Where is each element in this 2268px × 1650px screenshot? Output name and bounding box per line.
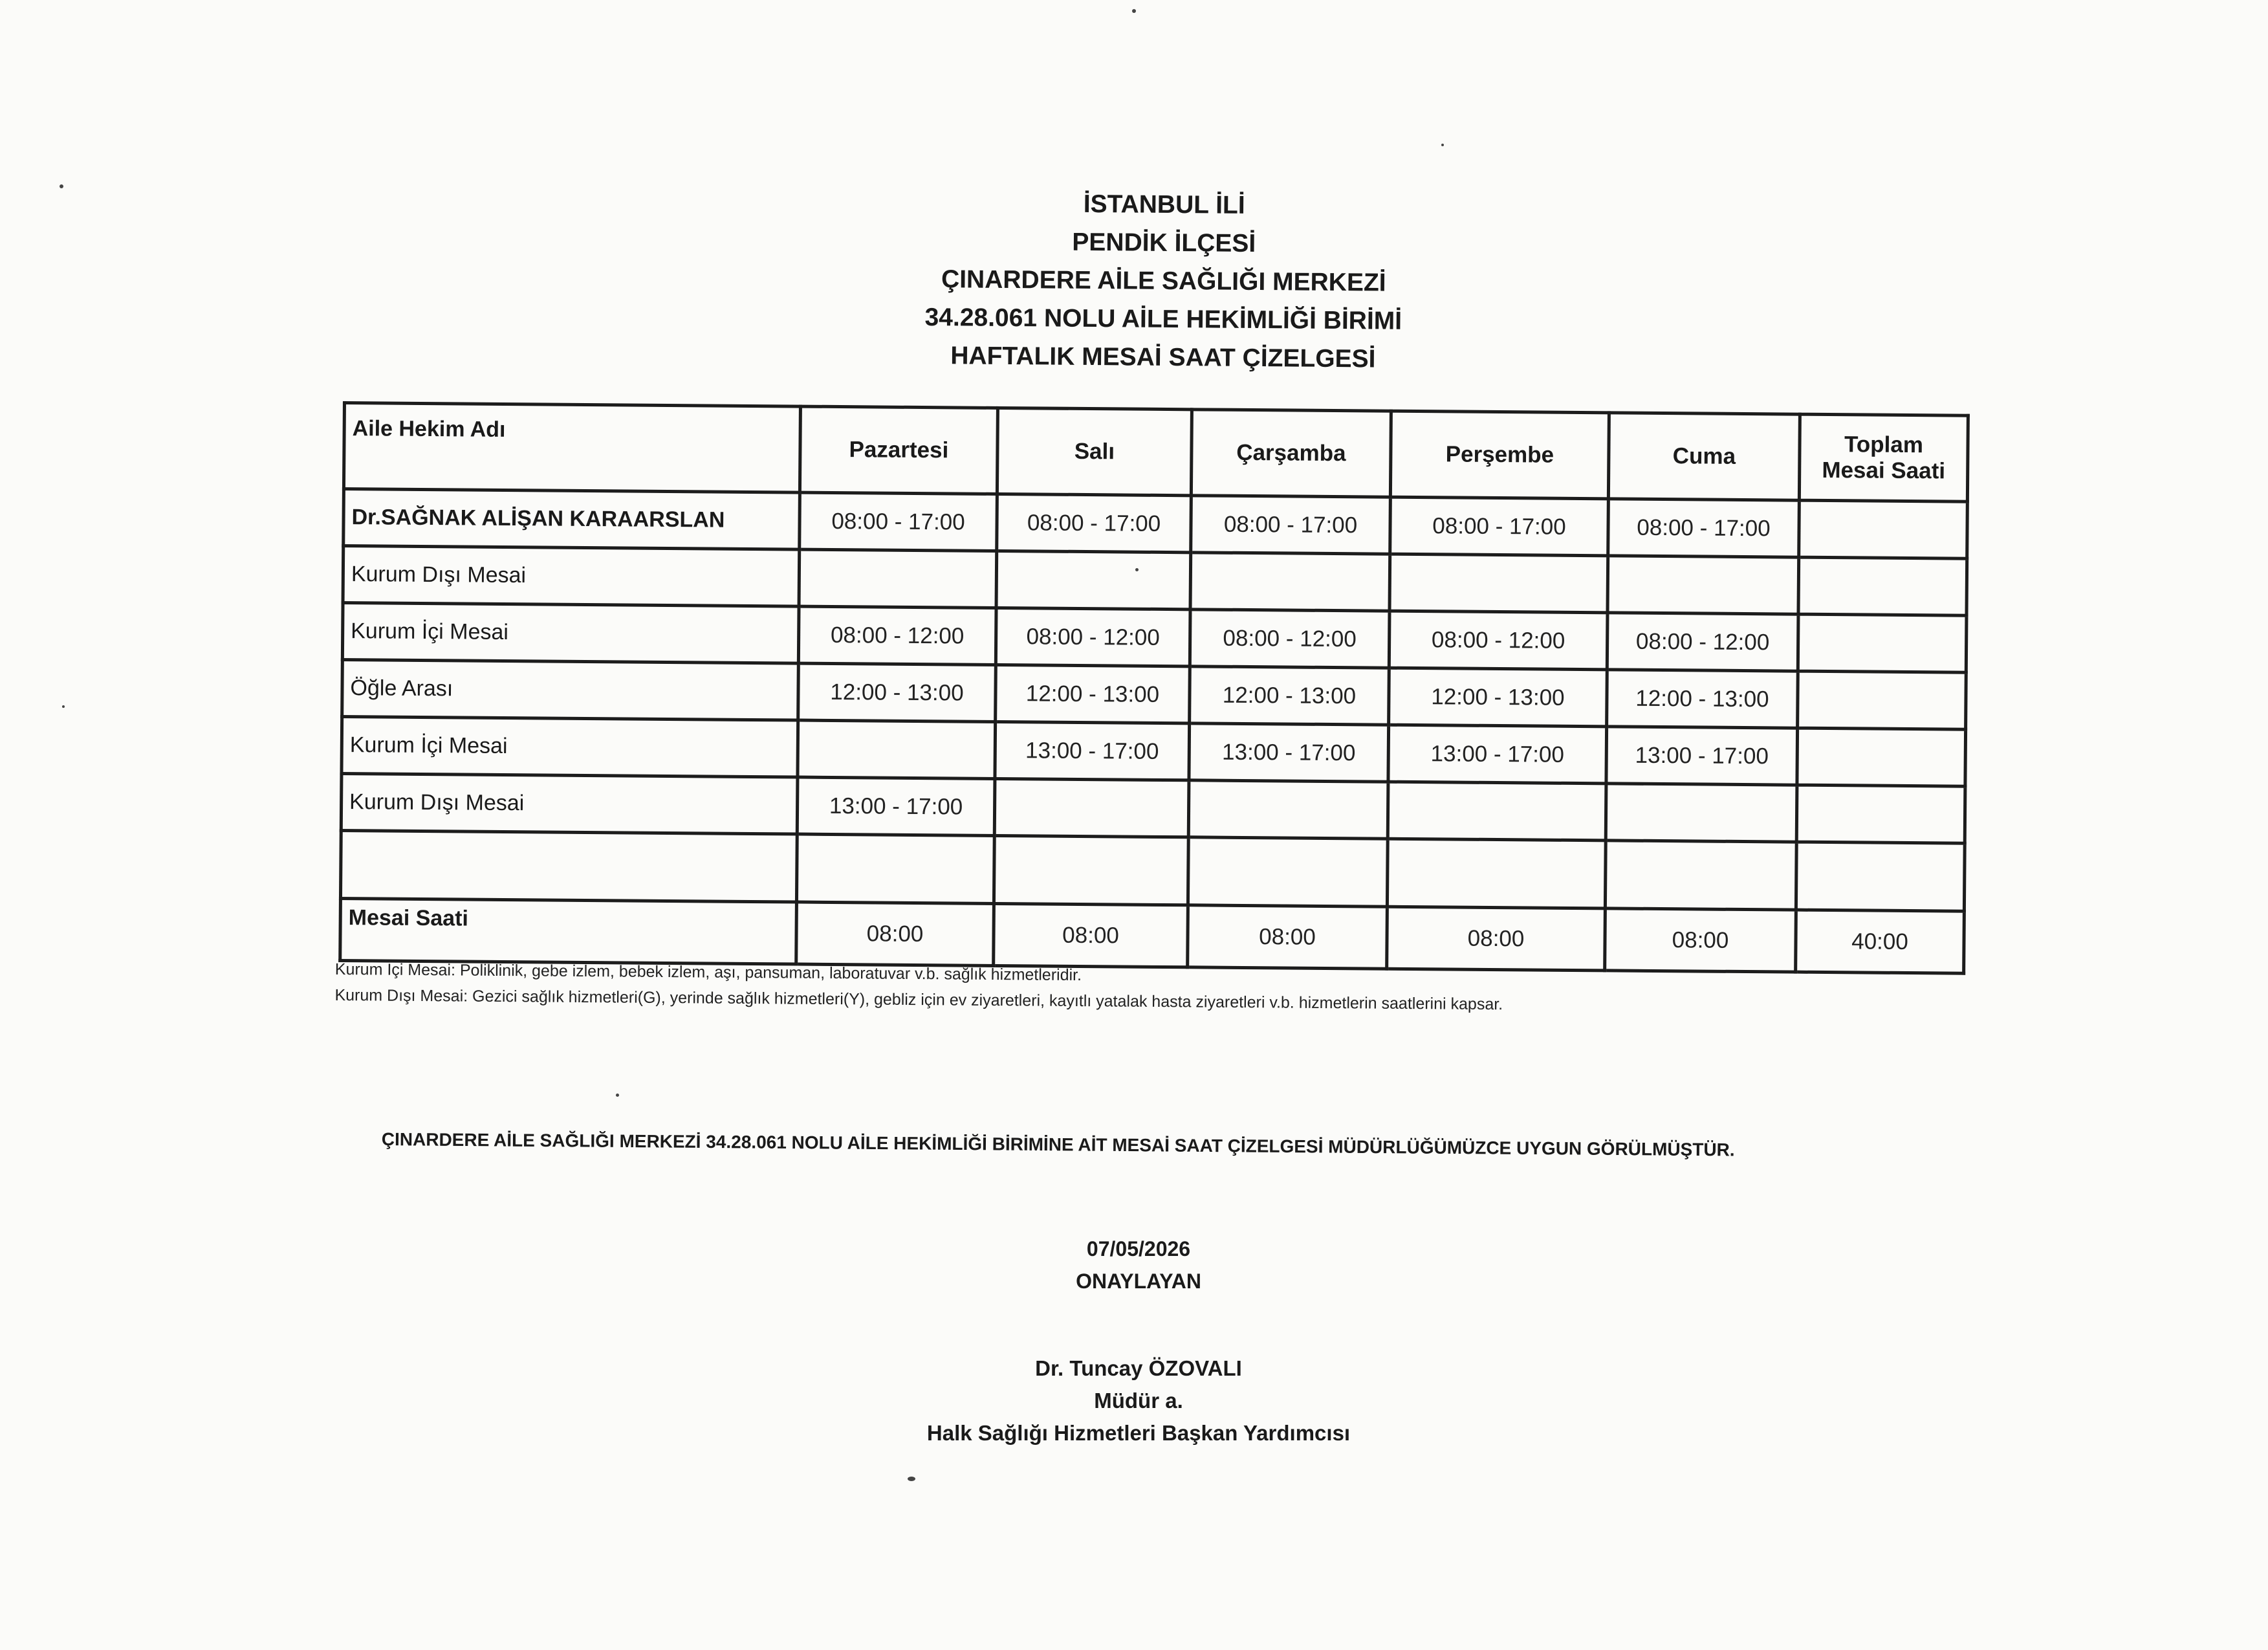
- day-header-tuesday: Salı: [997, 408, 1192, 495]
- total-header-line2: Mesai Saati: [1822, 457, 1946, 484]
- row-label: Kurum İçi Mesai: [342, 603, 799, 664]
- cell-total: [1798, 614, 1967, 672]
- cell-value: [1188, 780, 1388, 839]
- row-label: Kurum İçi Mesai: [342, 717, 798, 778]
- day-header-monday: Pazartesi: [800, 406, 998, 494]
- signatory-block: [880, 1352, 1397, 1449]
- summary-value-thursday: 08:00: [1387, 907, 1606, 971]
- cell-value: 08:00 - 12:00: [996, 608, 1190, 666]
- cell-value: 08:00 - 17:00: [800, 492, 998, 551]
- cell-value: [798, 720, 996, 778]
- row-label: Kurum Dışı Mesai: [341, 774, 798, 835]
- cell-value: 12:00 - 13:00: [1389, 668, 1608, 727]
- cell-value: 13:00 - 17:00: [1606, 727, 1798, 785]
- header-health-center: ÇINARDERE AİLE SAĞLIĞI MERKEZİ: [941, 265, 1386, 297]
- cell-total: [1796, 842, 1965, 911]
- cell-value: [1188, 837, 1388, 907]
- cell-total: [1798, 557, 1967, 615]
- cell-total: [1799, 500, 1968, 558]
- table-footnotes: [334, 956, 1694, 1018]
- scan-speck: [60, 184, 63, 188]
- weekly-schedule-table: [338, 401, 1970, 975]
- scan-speck: [62, 705, 65, 708]
- footnote-external-hours: Kurum Dışı Mesai: Gezici sağlık hizmetleri(G), yerinde sağlık hizmetleri(Y), gebliz için ev ziyaretleri, kayıtlı yatalak hasta ziyaretleri v.b. hizmetlerin saatlerini kapsar.: [334, 985, 1503, 1014]
- summary-label: Mesai Saati: [340, 898, 797, 964]
- approval-statement: ÇINARDERE AİLE SAĞLIĞI MERKEZİ 34.28.061 NOLU AİLE HEKİMLİĞİ BİRİMİNE AİT MESAİ SAAT ÇİZELGESİ MÜDÜRLÜĞÜMÜZCE UYGUN GÖRÜLMÜŞTÜR.: [381, 1129, 1735, 1160]
- table-header-row: [343, 403, 1968, 502]
- row-label: [340, 830, 797, 902]
- summary-value-monday: 08:00: [796, 902, 994, 965]
- total-header-line1: Toplam: [1844, 432, 1924, 458]
- cell-value: [1605, 841, 1796, 910]
- approval-date: 07/05/2026: [1086, 1237, 1191, 1260]
- cell-value: [996, 551, 1191, 609]
- cell-value: 08:00 - 12:00: [798, 606, 996, 665]
- cell-value: 08:00 - 12:00: [1389, 611, 1608, 670]
- cell-value: 08:00 - 17:00: [1390, 497, 1609, 556]
- document-header: [762, 182, 1565, 380]
- cell-total: [1796, 785, 1965, 843]
- cell-value: 08:00 - 12:00: [1190, 610, 1390, 668]
- day-header-wednesday: Çarşamba: [1191, 410, 1391, 497]
- scan-speck: [1132, 9, 1136, 13]
- schedule-table-wrapper: [338, 401, 1970, 975]
- cell-value: [1190, 553, 1390, 611]
- approved-by-label: ONAYLAYAN: [1076, 1270, 1201, 1293]
- table-row: [340, 830, 1965, 911]
- cell-value: [799, 549, 997, 608]
- cell-value: [796, 834, 994, 903]
- cell-value: [1608, 556, 1799, 614]
- signatory-title: Halk Sağlığı Hizmetleri Başkan Yardımcısı: [926, 1421, 1351, 1445]
- cell-total: [1798, 671, 1967, 729]
- scan-speck: [616, 1094, 619, 1097]
- row-label: Dr.SAĞNAK ALİŞAN KARAARSLAN: [343, 489, 800, 550]
- summary-value-wednesday: 08:00: [1188, 905, 1388, 969]
- scan-speck: [1441, 144, 1444, 146]
- cell-value: 08:00 - 17:00: [1608, 499, 1800, 557]
- day-header-thursday: Perşembe: [1390, 411, 1609, 499]
- cell-value: [1388, 782, 1606, 841]
- cell-value: 12:00 - 13:00: [996, 665, 1190, 723]
- row-label: Öğle Arası: [342, 660, 799, 721]
- cell-value: [994, 835, 1188, 905]
- cell-value: [1606, 784, 1797, 842]
- approval-date-block: [880, 1233, 1397, 1297]
- summary-total: 40:00: [1796, 910, 1965, 973]
- doctor-name-column-header: Aile Hekim Adı: [343, 403, 800, 493]
- row-label: Kurum Dışı Mesai: [343, 546, 800, 607]
- header-province: İSTANBUL İLİ: [1083, 190, 1245, 219]
- header-unit: 34.28.061 NOLU AİLE HEKİMLİĞİ BİRİMİ: [924, 303, 1402, 335]
- header-schedule-title: HAFTALIK MESAİ SAAT ÇİZELGESİ: [950, 342, 1376, 373]
- cell-value: 12:00 - 13:00: [1607, 670, 1798, 728]
- signatory-name: Dr. Tuncay ÖZOVALI: [1035, 1356, 1242, 1380]
- total-hours-column-header: [1799, 414, 1968, 501]
- cell-value: 12:00 - 13:00: [1190, 666, 1390, 725]
- cell-value: 08:00 - 12:00: [1607, 613, 1798, 671]
- cell-value: 13:00 - 17:00: [1189, 723, 1389, 782]
- cell-value: [1390, 554, 1608, 613]
- scan-speck: [908, 1477, 915, 1481]
- cell-total: [1797, 728, 1966, 786]
- cell-value: 08:00 - 17:00: [1191, 496, 1391, 554]
- cell-value: 13:00 - 17:00: [995, 721, 1190, 780]
- cell-value: 08:00 - 17:00: [997, 494, 1192, 552]
- scan-speck: [1135, 568, 1139, 571]
- day-header-friday: Cuma: [1608, 413, 1800, 500]
- cell-value: [1387, 839, 1606, 908]
- cell-value: [994, 778, 1189, 837]
- footnote-internal-hours: Kurum İçi Mesai: Poliklinik, gebe izlem, bebek izlem, aşı, pansuman, laboratuvar v.b. sağlık hizmetleridir.: [334, 960, 1082, 985]
- cell-value: 12:00 - 13:00: [798, 663, 996, 721]
- signatory-role: Müdür a.: [1094, 1389, 1183, 1413]
- header-district: PENDİK İLÇESİ: [1072, 228, 1256, 258]
- cell-value: 13:00 - 17:00: [1388, 725, 1607, 784]
- cell-value: 13:00 - 17:00: [797, 777, 995, 835]
- summary-value-tuesday: 08:00: [994, 903, 1188, 967]
- summary-value-friday: 08:00: [1605, 908, 1796, 972]
